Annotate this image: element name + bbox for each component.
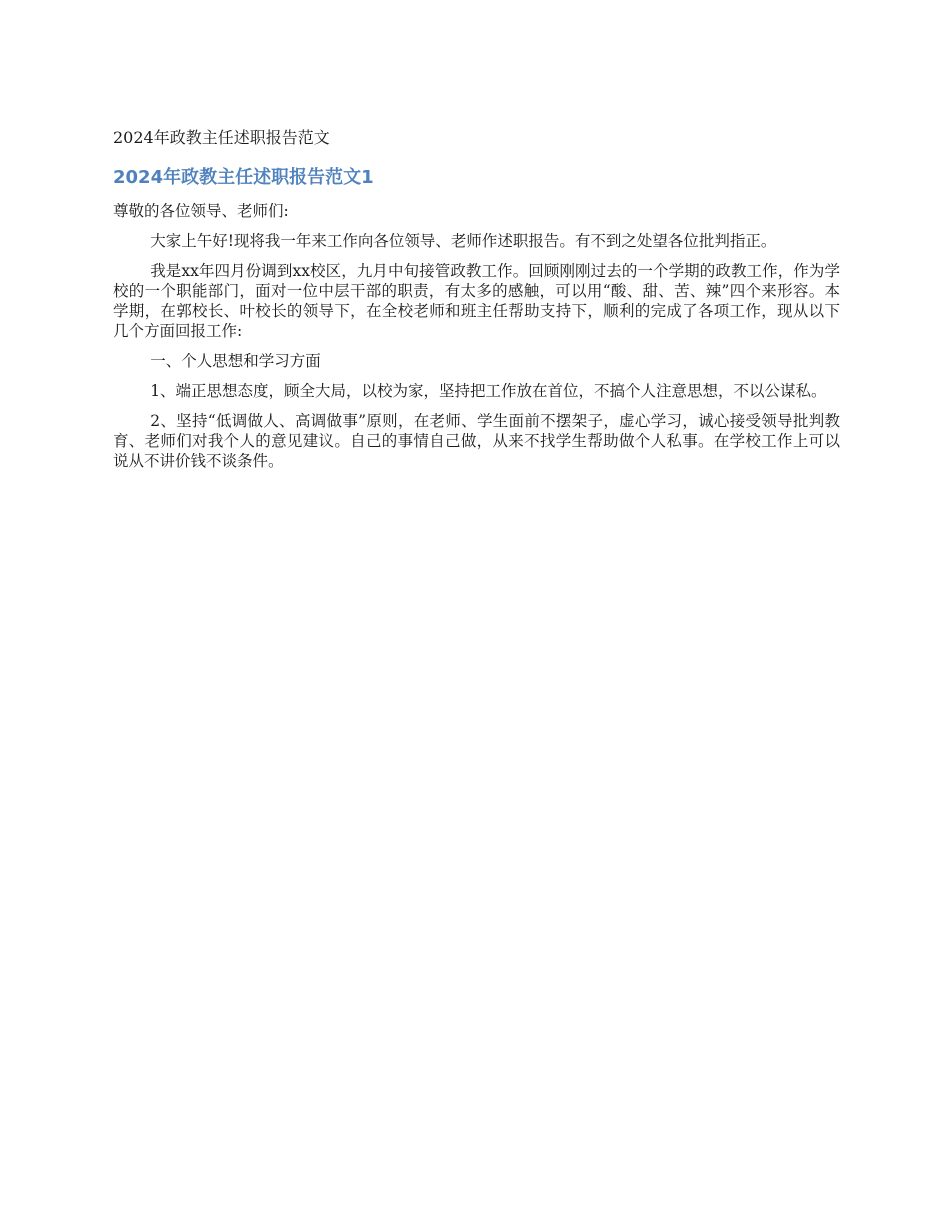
document-title: 2024年政教主任述职报告范文 [113,128,330,147]
salutation: 尊敬的各位领导、老师们: [113,202,289,220]
document-body [113,127,840,481]
paragraph-introduction: 我是xx年四月份调到xx校区，九月中旬接管政教工作。回顾刚刚过去的一个学期的政教工作，作为学校的一个职能部门，面对一位中层干部的职责，有太多的感触，可以用“酸、甜、苦、辣”四个来形容。本学期，在郭校长、叶校长的领导下，在全校老师和班主任帮助支持下，顺利的完成了各项工作，现从以下几个方面回报工作: [113,262,840,340]
paragraph-section-one-title: 一、个人思想和学习方面 [150,352,321,370]
paragraph-item-one: 1、端正思想态度，顾全大局，以校为家，坚持把工作放在首位，不搞个人注意思想，不以公谋私。 [150,382,827,400]
paragraph-item-two: 2、坚持“低调做人、高调做事”原则，在老师、学生面前不摆架子，虚心学习，诚心接受领导批判教育、老师们对我个人的意见建议。自己的事情自己做，从来不找学生帮助做个人私事。在学校工作上可以说从不讲价钱不谈条件。 [113,412,840,470]
section-heading: 2024年政教主任述职报告范文1 [113,167,374,188]
paragraph-greeting: 大家上午好!现将我一年来工作向各位领导、老师作述职报告。有不到之处望各位批判指正。 [150,232,777,250]
